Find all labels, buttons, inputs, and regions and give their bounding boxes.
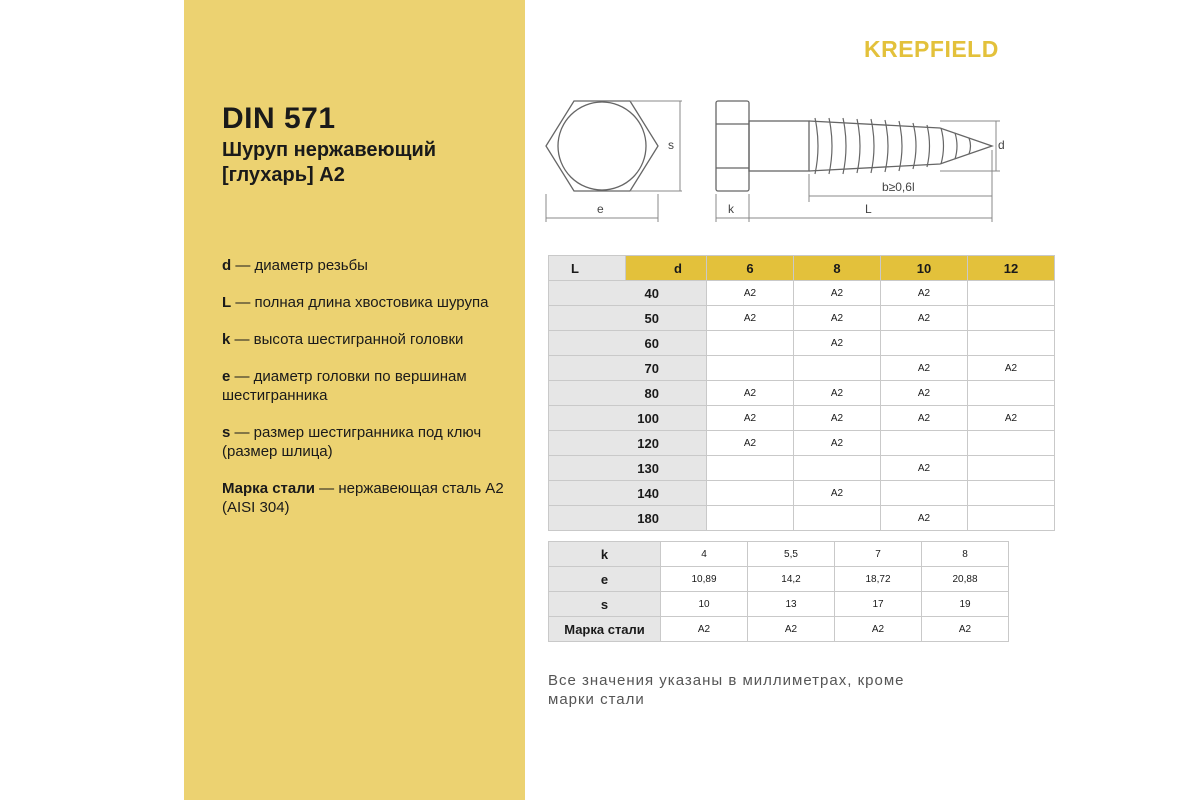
table-cell: A2: [794, 381, 881, 406]
table-cell: A2: [794, 281, 881, 306]
definition-key: d: [222, 257, 232, 274]
row-length: 80: [549, 381, 707, 406]
table-cell: [968, 306, 1055, 331]
table-cell: [707, 481, 794, 506]
table-row: [549, 456, 1055, 481]
table-cell: A2: [707, 381, 794, 406]
table-cell: 7: [835, 542, 922, 567]
table-cell: A2: [881, 356, 968, 381]
table-row: [549, 306, 1055, 331]
table-cell: [794, 456, 881, 481]
table-cell: 20,88: [922, 567, 1009, 592]
definition-d: [222, 256, 517, 275]
table-cell: A2: [968, 406, 1055, 431]
definition-text: — полная длина хвостовика шурупа: [231, 294, 489, 311]
table-row: [549, 542, 1009, 567]
definition-key: L: [222, 294, 232, 311]
table-row: [549, 281, 1055, 306]
row-length: 180: [549, 506, 707, 531]
table-row: [549, 381, 1055, 406]
table-cell: A2: [748, 617, 835, 642]
definition-k: [222, 330, 517, 349]
table-row: [549, 592, 1009, 617]
table-cell: A2: [794, 431, 881, 456]
table-row: [549, 506, 1055, 531]
table-cell: [707, 331, 794, 356]
table-cell: A2: [881, 456, 968, 481]
label-d: d: [998, 138, 1005, 152]
table-cell: [707, 506, 794, 531]
table-cell: A2: [881, 281, 968, 306]
dimensions-table: [548, 541, 1009, 642]
header-L: L: [549, 256, 626, 281]
row-label: s: [549, 592, 661, 617]
table-cell: A2: [707, 306, 794, 331]
row-length: 100: [549, 406, 707, 431]
row-length: 140: [549, 481, 707, 506]
table-cell: [968, 431, 1055, 456]
table-cell: A2: [881, 381, 968, 406]
table-cell: A2: [968, 356, 1055, 381]
definition-text: — диаметр резьбы: [231, 257, 368, 274]
label-b: b≥0,6l: [882, 180, 915, 194]
brand-logo: KREPFIELD: [864, 36, 999, 62]
definition-key: e: [222, 368, 231, 385]
row-label: e: [549, 567, 661, 592]
definition-text: — нержавеющая сталь А2 (AISI 304): [222, 480, 504, 516]
definitions-list: [222, 256, 517, 535]
table-row: [549, 567, 1009, 592]
table-cell: [707, 456, 794, 481]
row-label: Марка стали: [549, 617, 661, 642]
table-row: [549, 406, 1055, 431]
table-cell: A2: [794, 306, 881, 331]
definition-s: [222, 423, 517, 461]
definition-key: s: [222, 424, 231, 441]
definition-L: [222, 293, 517, 312]
definition-text: — диаметр головки по вершинам шестигранника: [222, 368, 467, 404]
table-row: [549, 356, 1055, 381]
row-label: k: [549, 542, 661, 567]
header-size: 12: [968, 256, 1055, 281]
table-cell: A2: [922, 617, 1009, 642]
table-cell: A2: [794, 406, 881, 431]
row-length: 40: [549, 281, 707, 306]
table-cell: A2: [707, 281, 794, 306]
table-cell: [968, 281, 1055, 306]
page-subtitle: Шуруп нержавеющий [глухарь] A2: [222, 139, 437, 186]
row-length: 50: [549, 306, 707, 331]
label-k: k: [728, 202, 734, 216]
definition-text: — размер шестигранника под ключ (размер шлица): [222, 424, 482, 460]
table-cell: A2: [707, 406, 794, 431]
table-cell: [968, 481, 1055, 506]
table-cell: [707, 356, 794, 381]
table-cell: A2: [881, 406, 968, 431]
table-header-row: [549, 256, 1055, 281]
page-title: DIN 571: [222, 102, 336, 135]
definition-e: [222, 367, 517, 405]
row-length: 130: [549, 456, 707, 481]
table-row: [549, 331, 1055, 356]
table-cell: 10,89: [661, 567, 748, 592]
availability-table: [548, 255, 1055, 531]
table-cell: 10: [661, 592, 748, 617]
table-row: [549, 431, 1055, 456]
table-cell: [794, 506, 881, 531]
table-cell: A2: [881, 306, 968, 331]
header-d: d: [626, 256, 707, 281]
table-cell: [968, 331, 1055, 356]
row-length: 70: [549, 356, 707, 381]
table-cell: 8: [922, 542, 1009, 567]
table-cell: 19: [922, 592, 1009, 617]
table-cell: 18,72: [835, 567, 922, 592]
table-cell: A2: [881, 506, 968, 531]
definition-steel: [222, 479, 517, 517]
row-length: 120: [549, 431, 707, 456]
table-cell: [881, 431, 968, 456]
hex-head-circle: [558, 102, 646, 190]
label-s: s: [668, 138, 674, 152]
table-cell: 4: [661, 542, 748, 567]
screw-head-side: [716, 101, 749, 191]
screw-shank: [749, 121, 809, 171]
label-L: L: [865, 202, 872, 216]
table-cell: [968, 381, 1055, 406]
table-cell: A2: [794, 331, 881, 356]
table-cell: 5,5: [748, 542, 835, 567]
table-cell: A2: [794, 481, 881, 506]
table-cell: [968, 456, 1055, 481]
header-size: 6: [707, 256, 794, 281]
definition-key: Марка стали: [222, 480, 315, 497]
table-cell: A2: [835, 617, 922, 642]
table-cell: A2: [661, 617, 748, 642]
table-cell: 13: [748, 592, 835, 617]
header-size: 8: [794, 256, 881, 281]
screw-diagram: [540, 90, 1010, 230]
units-note: Все значения указаны в миллиметрах, кроме марки стали: [548, 672, 905, 708]
header-size: 10: [881, 256, 968, 281]
table-row: [549, 617, 1009, 642]
table-cell: [881, 481, 968, 506]
label-e: e: [597, 202, 604, 216]
hex-head-outline: [546, 101, 658, 191]
table-cell: A2: [707, 431, 794, 456]
table-row: [549, 481, 1055, 506]
table-cell: [881, 331, 968, 356]
table-cell: [968, 506, 1055, 531]
definition-key: k: [222, 331, 231, 348]
row-length: 60: [549, 331, 707, 356]
table-cell: 17: [835, 592, 922, 617]
table-cell: [794, 356, 881, 381]
table-cell: 14,2: [748, 567, 835, 592]
definition-text: — высота шестигранной головки: [230, 331, 464, 348]
